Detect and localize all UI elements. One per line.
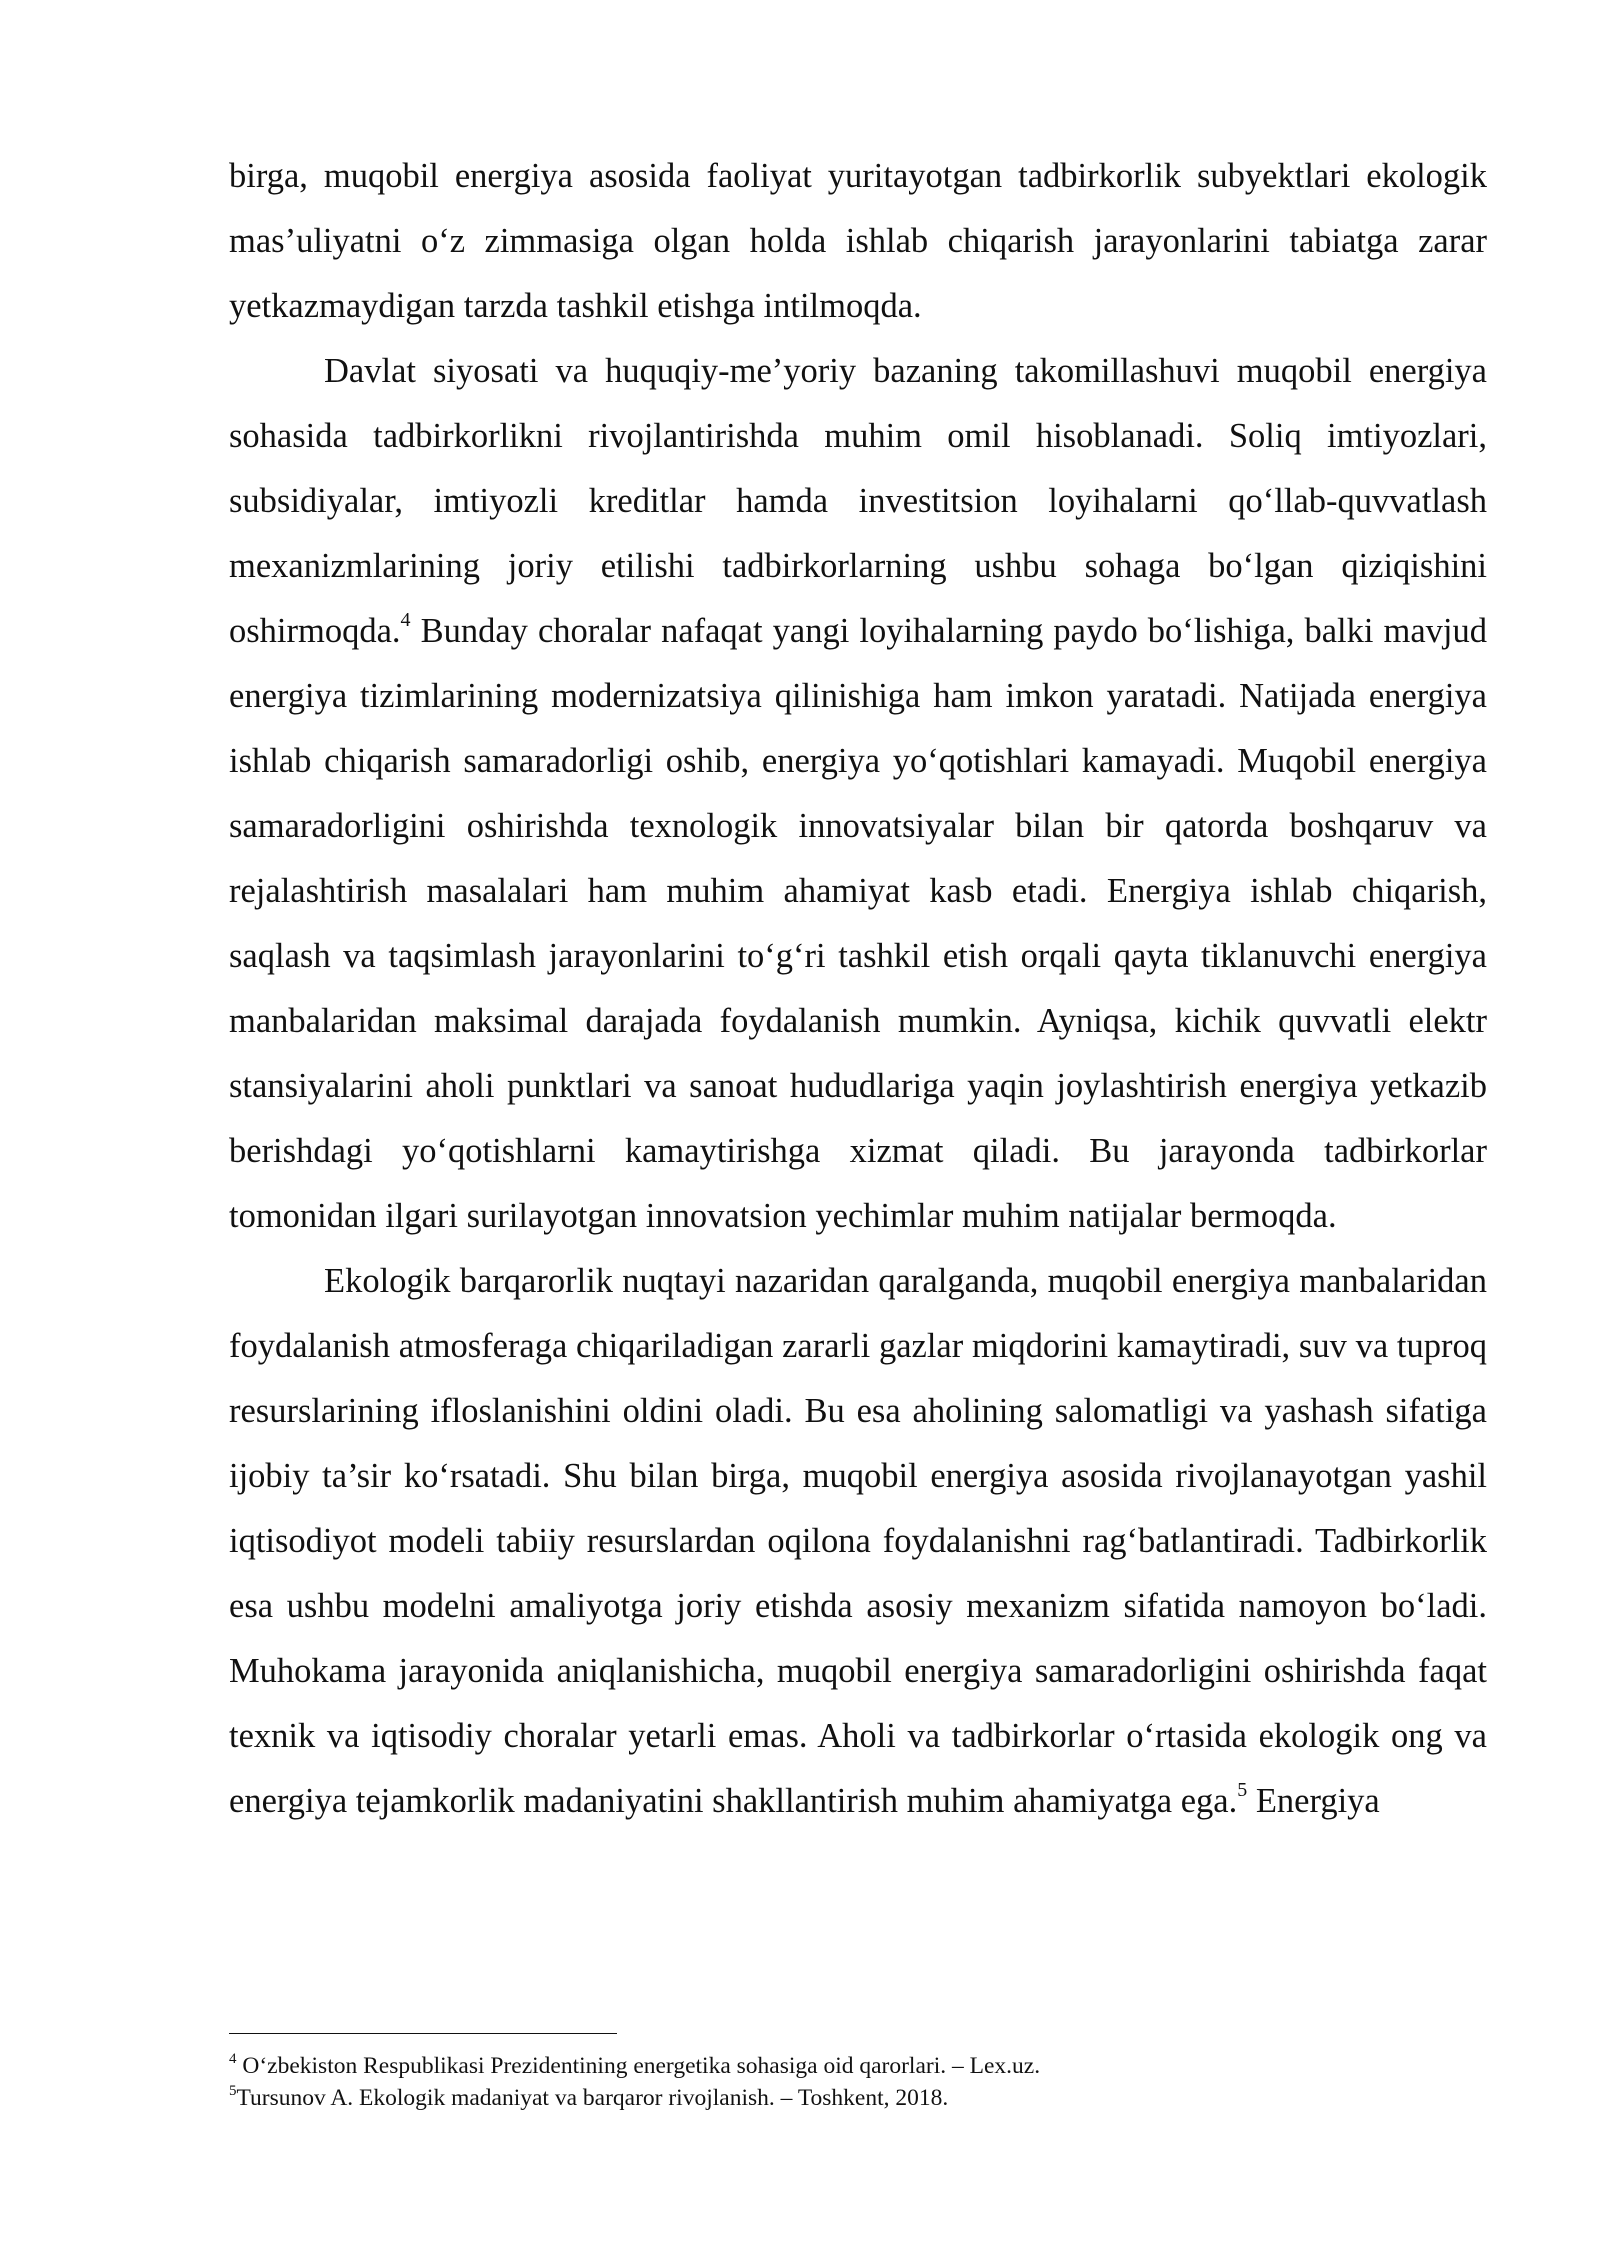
- paragraph-ecology: [229, 1249, 1487, 1834]
- footnote-text: O‘zbekiston Respublikasi Prezidentining energetika sohasiga oid qarorlari. – Lex.uz.: [236, 2053, 1041, 2079]
- footnote-text: Tursunov A. Ekologik madaniyat va barqaror rivojlanish. – Toshkent, 2018.: [236, 2085, 949, 2111]
- paragraph-text: Ekologik barqarorlik nuqtayi nazaridan qaralganda, muqobil energiya manbalaridan foydalanish atmosferaga chiqariladigan zararli gazlar miqdorini kamaytiradi, suv va tuproq resurslarining ifloslanishini oldini oladi. Bu esa aholining salomatligi va yashash sifatiga ijobiy ta’sir ko‘rsatadi. Shu bilan birga, muqobil energiya asosida rivojlanayotgan yashil iqtisodiyot modeli tabiiy resurslardan oqilona foydalanishni rag‘batlantiradi. Tadbirkorlik esa ushbu modelni amaliyotga joriy etishda asosiy mexanizm sifatida namoyon bo‘ladi. Muhokama jarayonida aniqlanishicha, muqobil energiya samaradorligini oshirishda faqat texnik va iqtisodiy choralar yetarli emas. Aholi va tadbirkorlar o‘rtasida ekologik ong va energiya tejamkorlik madaniyatini shakllantirish muhim ahamiyatga ega.: [229, 1262, 1487, 1820]
- footnote-reference[interactable]: 5: [1237, 1779, 1248, 1801]
- footnote-item: [229, 2050, 1487, 2082]
- paragraph-policy: [229, 339, 1487, 1249]
- paragraph-text: birga, muqobil energiya asosida faoliyat yuritayotgan tadbirkorlik subyektlari ekologik mas’uliyatni o‘z zimmasiga olgan holda ishlab chiqarish jarayonlarini tabiatga zarar yetkazmaydigan tarzda tashkil etishga intilmoqda.: [229, 157, 1487, 325]
- footnote-number: 4: [229, 2051, 237, 2067]
- footnote-separator: [229, 2033, 617, 2034]
- footnotes: [229, 2050, 1487, 2114]
- footnote-item: [229, 2082, 1487, 2114]
- paragraph-text: Bunday choralar nafaqat yangi loyihalarning paydo bo‘lishiga, balki mavjud energiya tizimlarining modernizatsiya qilinishiga ham imkon yaratadi. Natijada energiya ishlab chiqarish samaradorligi oshib, energiya yo‘qotishlari kamayadi. Muqobil energiya samaradorligini oshirishda texnologik innovatsiyalar bilan bir qatorda boshqaruv va rejalashtirish masalalari ham muhim ahamiyat kasb etadi. Energiya ishlab chiqarish, saqlash va taqsimlash jarayonlarini to‘g‘ri tashkil etish orqali qayta tiklanuvchi energiya manbalaridan maksimal darajada foydalanish mumkin. Ayniqsa, kichik quvvatli elektr stansiyalarini aholi punktlari va sanoat hududlariga yaqin joylashtirish energiya yetkazib berishdagi yo‘qotishlarni kamaytirishga xizmat qiladi. Bu jarayonda tadbirkorlar tomonidan ilgari surilayotgan innovatsion yechimlar muhim natijalar bermoqda.: [229, 612, 1487, 1235]
- paragraph-text: Energiya: [1247, 1782, 1380, 1820]
- body-text: [229, 144, 1487, 1834]
- paragraph-continuation: [229, 144, 1487, 339]
- footnote-number: 5: [229, 2083, 237, 2099]
- footnote-reference[interactable]: 4: [400, 609, 411, 631]
- paragraph-text: Davlat siyosati va huquqiy-me’yoriy bazaning takomillashuvi muqobil energiya sohasida tadbirkorlikni rivojlantirishda muhim omil hisoblanadi. Soliq imtiyozlari, subsidiyalar, imtiyozli kreditlar hamda investitsion loyihalarni qo‘llab-quvvatlash mexanizmlarining joriy etilishi tadbirkorlarning ushbu sohaga bo‘lgan qiziqishini oshirmoqda.: [229, 352, 1487, 650]
